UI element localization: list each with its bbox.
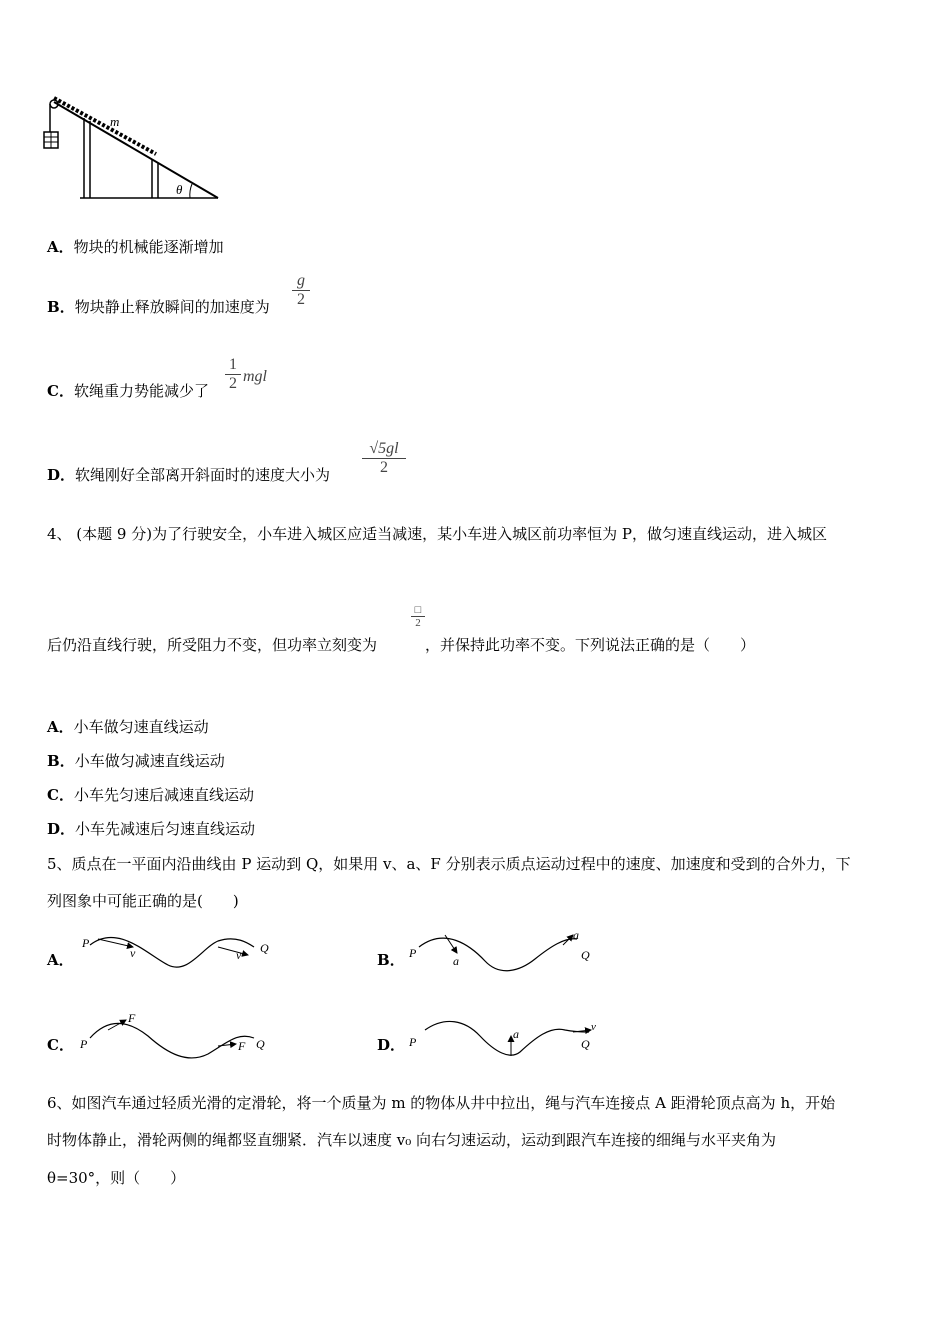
point-p-label: P — [409, 1035, 417, 1049]
angle-label: θ — [176, 182, 183, 197]
trajectory-curve — [90, 1024, 254, 1058]
vector-arrow — [218, 947, 248, 955]
fraction-numerator: √5gl — [369, 440, 399, 457]
fraction-denominator: 2 — [292, 290, 310, 309]
option-letter: B — [47, 752, 60, 770]
vector-label: v — [130, 946, 136, 960]
angle-arc — [190, 184, 192, 198]
option-text: 软绳刚好全部离开斜面时的速度大小为 — [75, 466, 331, 484]
q4-line1: 4、 (本题 9 分)为了行驶安全，小车进入城区应适当减速，某小车进入城区前功率恒为 P，做匀速直线运动，进入城区 — [47, 525, 827, 543]
q4-option-c: C．小车先匀速后减速直线运动 — [47, 786, 254, 804]
fraction-numerator: 1 — [229, 356, 237, 373]
option-text: 小车先匀速后减速直线运动 — [73, 786, 254, 804]
vector-arrow — [445, 935, 457, 953]
incline-surface — [54, 102, 218, 198]
vector-label: v — [236, 948, 242, 962]
q4-option-d: D．小车先减速后匀速直线运动 — [47, 820, 256, 838]
option-letter: B — [47, 298, 60, 316]
option-letter: D — [377, 1036, 391, 1054]
q5-option-b-letter: B． — [377, 951, 405, 969]
option-text: 软绳重力势能减少了 — [73, 382, 209, 400]
vector-label: v — [591, 1021, 596, 1033]
q3-option-d: D．软绳刚好全部离开斜面时的速度大小为 — [47, 466, 331, 484]
q4-fraction — [411, 604, 425, 629]
option-text: 物块静止释放瞬间的加速度为 — [74, 298, 270, 316]
point-q-label: Q — [581, 1037, 590, 1051]
point-p-label: P — [409, 946, 417, 960]
fraction-denominator: 2 — [411, 616, 425, 629]
option-letter: A — [47, 238, 59, 256]
trajectory-curve — [90, 937, 254, 967]
option-letter: C — [47, 786, 59, 804]
q4-line2b: ，并保持此功率不变。下列说法正确的是（ ） — [425, 636, 756, 654]
vector-label: F — [238, 1039, 246, 1053]
option-letter: A — [47, 951, 59, 969]
q6-line1: 6、如图汽车通过轻质光滑的定滑轮，将一个质量为 m 的物体从井中拉出，绳与汽车连接点 A 距滑轮顶点高为 h，开始 — [47, 1094, 836, 1112]
trajectory-curve — [425, 1021, 589, 1055]
option-text: 小车先减速后匀速直线运动 — [75, 820, 256, 838]
option-letter: C — [47, 382, 59, 400]
incline-figure — [40, 92, 230, 204]
option-letter: A — [47, 718, 59, 736]
vector-arrow — [218, 1044, 236, 1046]
q5-line1: 5、质点在一平面内沿曲线由 P 运动到 Q，如果用 v、a、F 分别表示质点运动过程中的速度、加速度和受到的合外力，下 — [47, 855, 851, 873]
q3-c-fraction — [225, 356, 241, 393]
option-text: 小车做匀减速直线运动 — [74, 752, 225, 770]
q5-option-a-figure — [78, 925, 278, 977]
q4-option-a: A．小车做匀速直线运动 — [47, 718, 209, 736]
q5-option-c-figure — [78, 1008, 278, 1066]
q5-line2: 列图象中可能正确的是( ) — [47, 892, 239, 910]
rope-on-incline — [54, 98, 156, 154]
option-letter: D — [47, 466, 61, 484]
q3-b-fraction — [292, 272, 310, 309]
q5-option-a-letter: A． — [47, 951, 74, 969]
q5-option-d-letter: D． — [377, 1036, 406, 1054]
vector-label: a — [513, 1027, 519, 1041]
q3-option-b: B．物块静止释放瞬间的加速度为 — [47, 298, 270, 316]
q6-line2: 时物体静止，滑轮两侧的绳都竖直绷紧．汽车以速度 v₀ 向右匀速运动，运动到跟汽车连接的细绳与水平夹角为 — [47, 1131, 777, 1149]
q4-line2a: 后仍沿直线行驶，所受阻力不变，但功率立刻变为 — [47, 636, 378, 654]
fraction-denominator: 2 — [225, 374, 241, 393]
point-q-label: Q — [260, 941, 269, 955]
fraction-numerator: □ — [414, 604, 422, 616]
point-p-label: P — [80, 1037, 88, 1051]
q5-option-c-letter: C． — [47, 1036, 74, 1054]
vector-label: F — [128, 1011, 136, 1025]
q5-option-d-figure — [405, 1008, 605, 1066]
q3-option-c: C．软绳重力势能减少了 — [47, 382, 209, 400]
q3-d-fraction — [362, 440, 406, 477]
fraction-denominator: 2 — [362, 458, 406, 477]
q3-option-a: A．物块的机械能逐渐增加 — [47, 238, 224, 256]
vector-arrow — [98, 939, 133, 947]
option-text: 物块的机械能逐渐增加 — [73, 238, 224, 256]
q4-option-b: B．小车做匀减速直线运动 — [47, 752, 225, 770]
point-q-label: Q — [256, 1037, 265, 1051]
vector-label: a — [573, 928, 579, 942]
fraction-numerator: g — [297, 272, 305, 289]
option-letter: C — [47, 1036, 59, 1054]
option-letter: B — [377, 951, 390, 969]
trajectory-curve — [419, 938, 577, 971]
option-letter: D — [47, 820, 61, 838]
mass-label: m — [110, 114, 120, 129]
q6-line3: θ=30°，则（ ） — [47, 1169, 186, 1187]
option-text: 小车做匀速直线运动 — [73, 718, 209, 736]
point-p-label: P — [82, 936, 90, 950]
point-q-label: Q — [581, 948, 590, 962]
q3-c-tail: mgl — [243, 368, 267, 385]
vector-label: a — [453, 954, 459, 968]
q5-option-b-figure — [405, 925, 605, 980]
vector-arrow — [108, 1020, 126, 1030]
